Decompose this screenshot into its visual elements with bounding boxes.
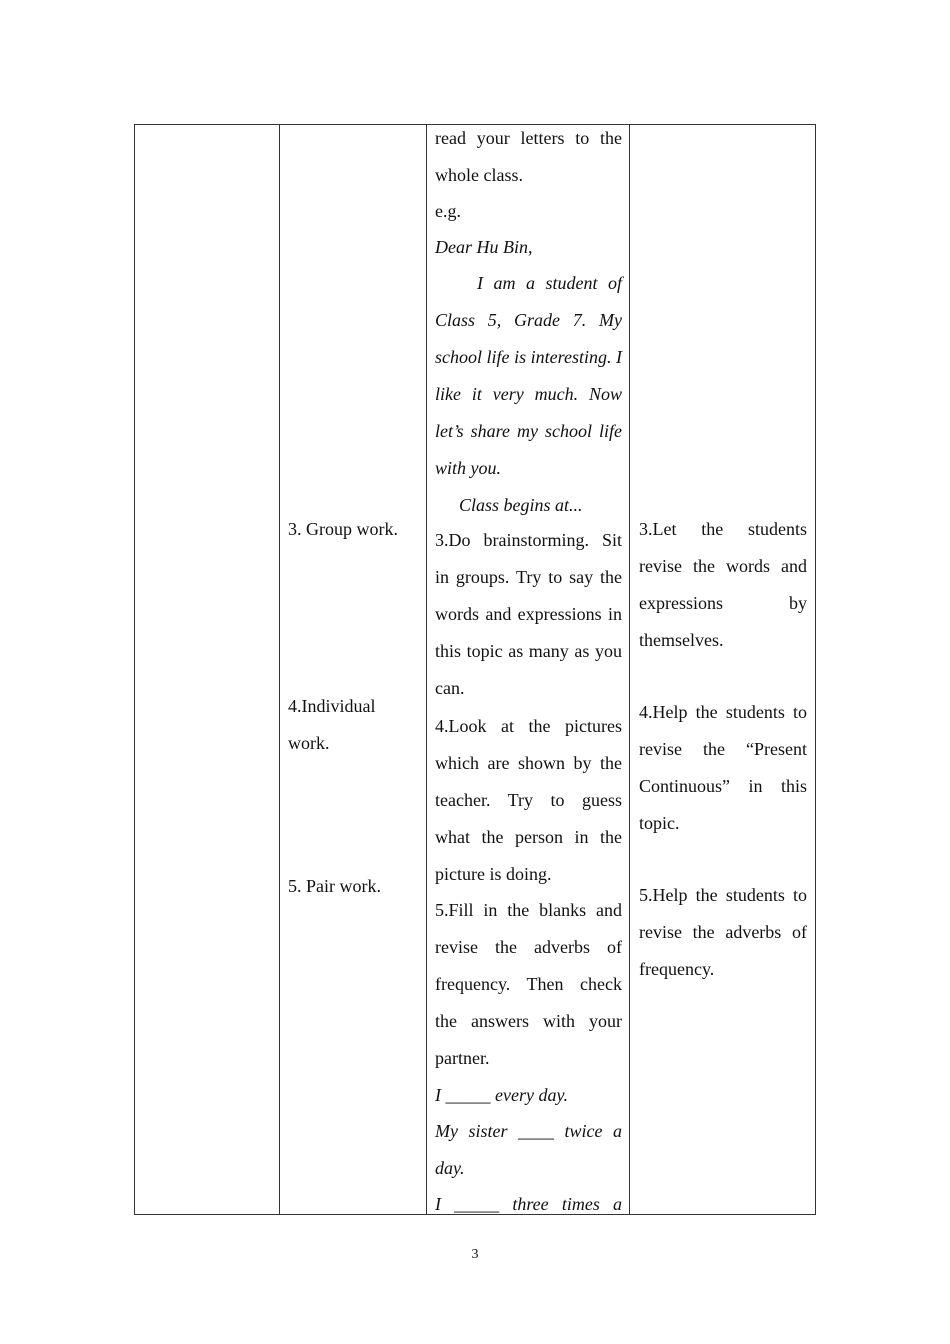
letter-greeting: Dear Hu Bin, — [435, 237, 533, 257]
task-3-brainstorming: 3.Do brainstorming. Sit in groups. Try to say the words and expressions in this topic as many as you can. — [435, 530, 622, 698]
example-label: e.g. — [435, 201, 461, 221]
letter-instructions: read your letters to the whole class. — [435, 128, 622, 185]
column-divider-2 — [426, 125, 427, 1214]
column-divider-3 — [629, 125, 630, 1214]
purpose-4: 4.Help the students to revise the “Present Continuous” in this topic. — [639, 702, 807, 833]
exercise-sentence-1: I _____ every day. — [435, 1085, 568, 1105]
column-divider-1 — [279, 125, 280, 1214]
purpose-3: 3.Let the students revise the words and expressions by themselves. — [639, 519, 807, 650]
task-5-fill-blanks: 5.Fill in the blanks and revise the adverbs of frequency. Then check the answers with your partner. — [435, 900, 622, 1068]
step-4-individual-work: 4.Individual work. — [288, 696, 376, 753]
exercise-sentence-2: My sister ____ twice a day. — [435, 1121, 622, 1178]
page-number: 3 — [471, 1247, 479, 1262]
step-5-pair-work: 5. Pair work. — [288, 876, 381, 896]
exercise-sentence-3: I _____ three times a — [435, 1194, 622, 1214]
step-3-group-work: 3. Group work. — [288, 519, 398, 539]
letter-body: I am a student of Class 5, Grade 7. My school life is interesting. I like it very much. Now let’s share my school life with you. — [435, 273, 622, 478]
task-4-guess-pictures: 4.Look at the pictures which are shown by the teacher. Try to guess what the person in the picture is doing. — [435, 716, 622, 884]
lesson-plan-table — [134, 124, 816, 1215]
letter-closing: Class begins at... — [459, 495, 583, 515]
purpose-5: 5.Help the students to revise the adverbs of frequency. — [639, 885, 807, 979]
